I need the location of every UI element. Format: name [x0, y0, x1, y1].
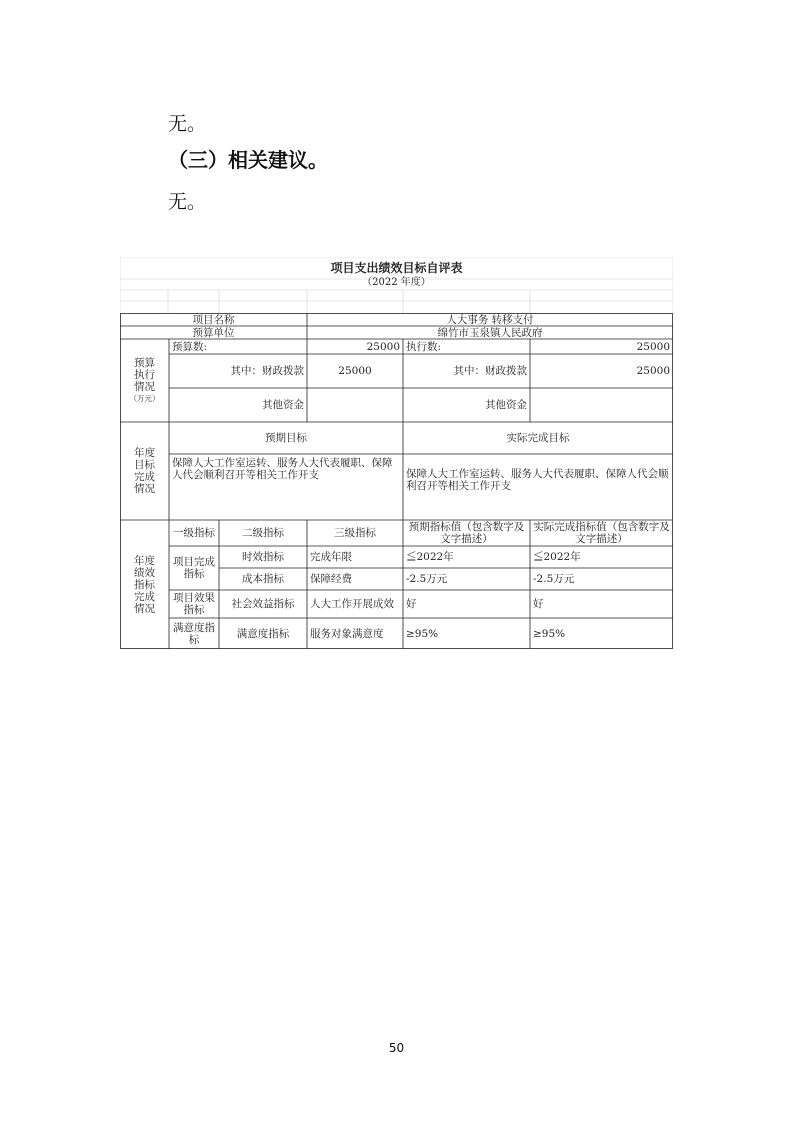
- actual-goal-text: 保障人大工作室运转、服务人大代表履职、保障人代会顺利召开等相关工作开支: [406, 468, 669, 492]
- row-expected: 好: [406, 598, 417, 610]
- group-level1: 项目完成指标: [173, 556, 215, 580]
- project-name-value: 人大事务 转移支付: [446, 313, 534, 326]
- perf-section-line: 绩效: [134, 566, 155, 579]
- perf-section-line: 情况: [134, 602, 155, 615]
- row-level2: 时效指标: [242, 551, 284, 563]
- exec-amount-value: 25000: [636, 340, 670, 353]
- budget-section-unit: （万元）: [129, 393, 160, 403]
- perf-section-line: 年度: [134, 554, 155, 567]
- budget-amount-value: 25000: [366, 340, 400, 353]
- header-level1: 一级指标: [173, 527, 215, 539]
- perf-section-line: 指标: [134, 578, 155, 591]
- body-paragraph-2: 无。: [168, 191, 207, 213]
- goal-section-line: 年度: [134, 447, 155, 459]
- budget-section-label: [120, 339, 169, 422]
- row-actual: ≥95%: [533, 627, 566, 640]
- fiscal-budget-label: 其中：财政拨款: [230, 365, 304, 377]
- row-level3: 保障经费: [310, 573, 352, 585]
- other-funds-label: 其他资金: [262, 399, 304, 411]
- goal-section-line: 目标: [134, 459, 155, 471]
- other-funds-exec-label: 其他资金: [485, 399, 527, 411]
- row-level3: 服务对象满意度: [310, 627, 384, 640]
- row-level3: 完成年限: [310, 551, 352, 563]
- budget-amount-label: 预算数:: [172, 340, 208, 353]
- goal-section-label: [120, 422, 169, 520]
- performance-table: [120, 257, 673, 649]
- perf-section-line: 完成: [134, 590, 155, 603]
- group-level1: 项目效果指标: [173, 592, 215, 616]
- header-expected: 预期指标值（包含数字及文字描述）: [408, 521, 525, 545]
- section-heading: （三）相关建议。: [168, 148, 328, 172]
- perf-section-label: [120, 520, 169, 649]
- table-year: （2022 年度）: [362, 277, 431, 288]
- budget-unit-value: 绵竹市玉泉镇人民政府: [437, 326, 543, 339]
- expected-goal-text: 保障人大工作室运转、服务人大代表履职、保障人代会顺利召开等相关工作开支: [172, 457, 393, 481]
- budget-unit-label: 预算单位: [192, 326, 235, 339]
- fiscal-budget-value: 25000: [338, 365, 372, 377]
- row-level2: 社会效益指标: [231, 598, 295, 610]
- actual-goal-header: 实际完成目标: [506, 432, 570, 444]
- goal-section-line: 情况: [134, 483, 155, 495]
- fiscal-exec-value: 25000: [636, 365, 670, 377]
- header-actual: 实际完成指标值（包含数字及文字描述）: [533, 521, 670, 545]
- row-actual: -2.5万元: [533, 573, 575, 585]
- project-name-label: 项目名称: [192, 313, 235, 326]
- exec-amount-label: 执行数:: [406, 340, 442, 353]
- row-expected: ≥95%: [406, 627, 439, 640]
- header-level2: 二级指标: [242, 527, 284, 539]
- row-expected: ≦2022年: [406, 551, 454, 563]
- budget-section-line: 预算: [134, 356, 155, 369]
- goal-section-line: 完成: [134, 471, 155, 483]
- budget-section-line: 执行: [134, 368, 155, 381]
- row-level2: 成本指标: [242, 573, 284, 585]
- table-title: 项目支出绩效目标自评表: [330, 261, 463, 275]
- page-number: 50: [388, 1041, 405, 1055]
- body-paragraph-1: 无。: [168, 113, 207, 135]
- budget-section-line: 情况: [134, 380, 155, 393]
- row-expected: -2.5万元: [406, 573, 448, 585]
- row-actual: ≦2022年: [533, 551, 581, 563]
- row-level3: 人大工作开展成效: [310, 598, 394, 610]
- row-level2: 满意度指标: [236, 627, 290, 640]
- header-level3: 三级指标: [334, 527, 376, 539]
- expected-goal-header: 预期目标: [265, 432, 307, 444]
- fiscal-exec-label: 其中：财政拨款: [453, 365, 527, 377]
- row-actual: 好: [533, 598, 544, 610]
- group-level1: 满意度指标: [173, 621, 215, 646]
